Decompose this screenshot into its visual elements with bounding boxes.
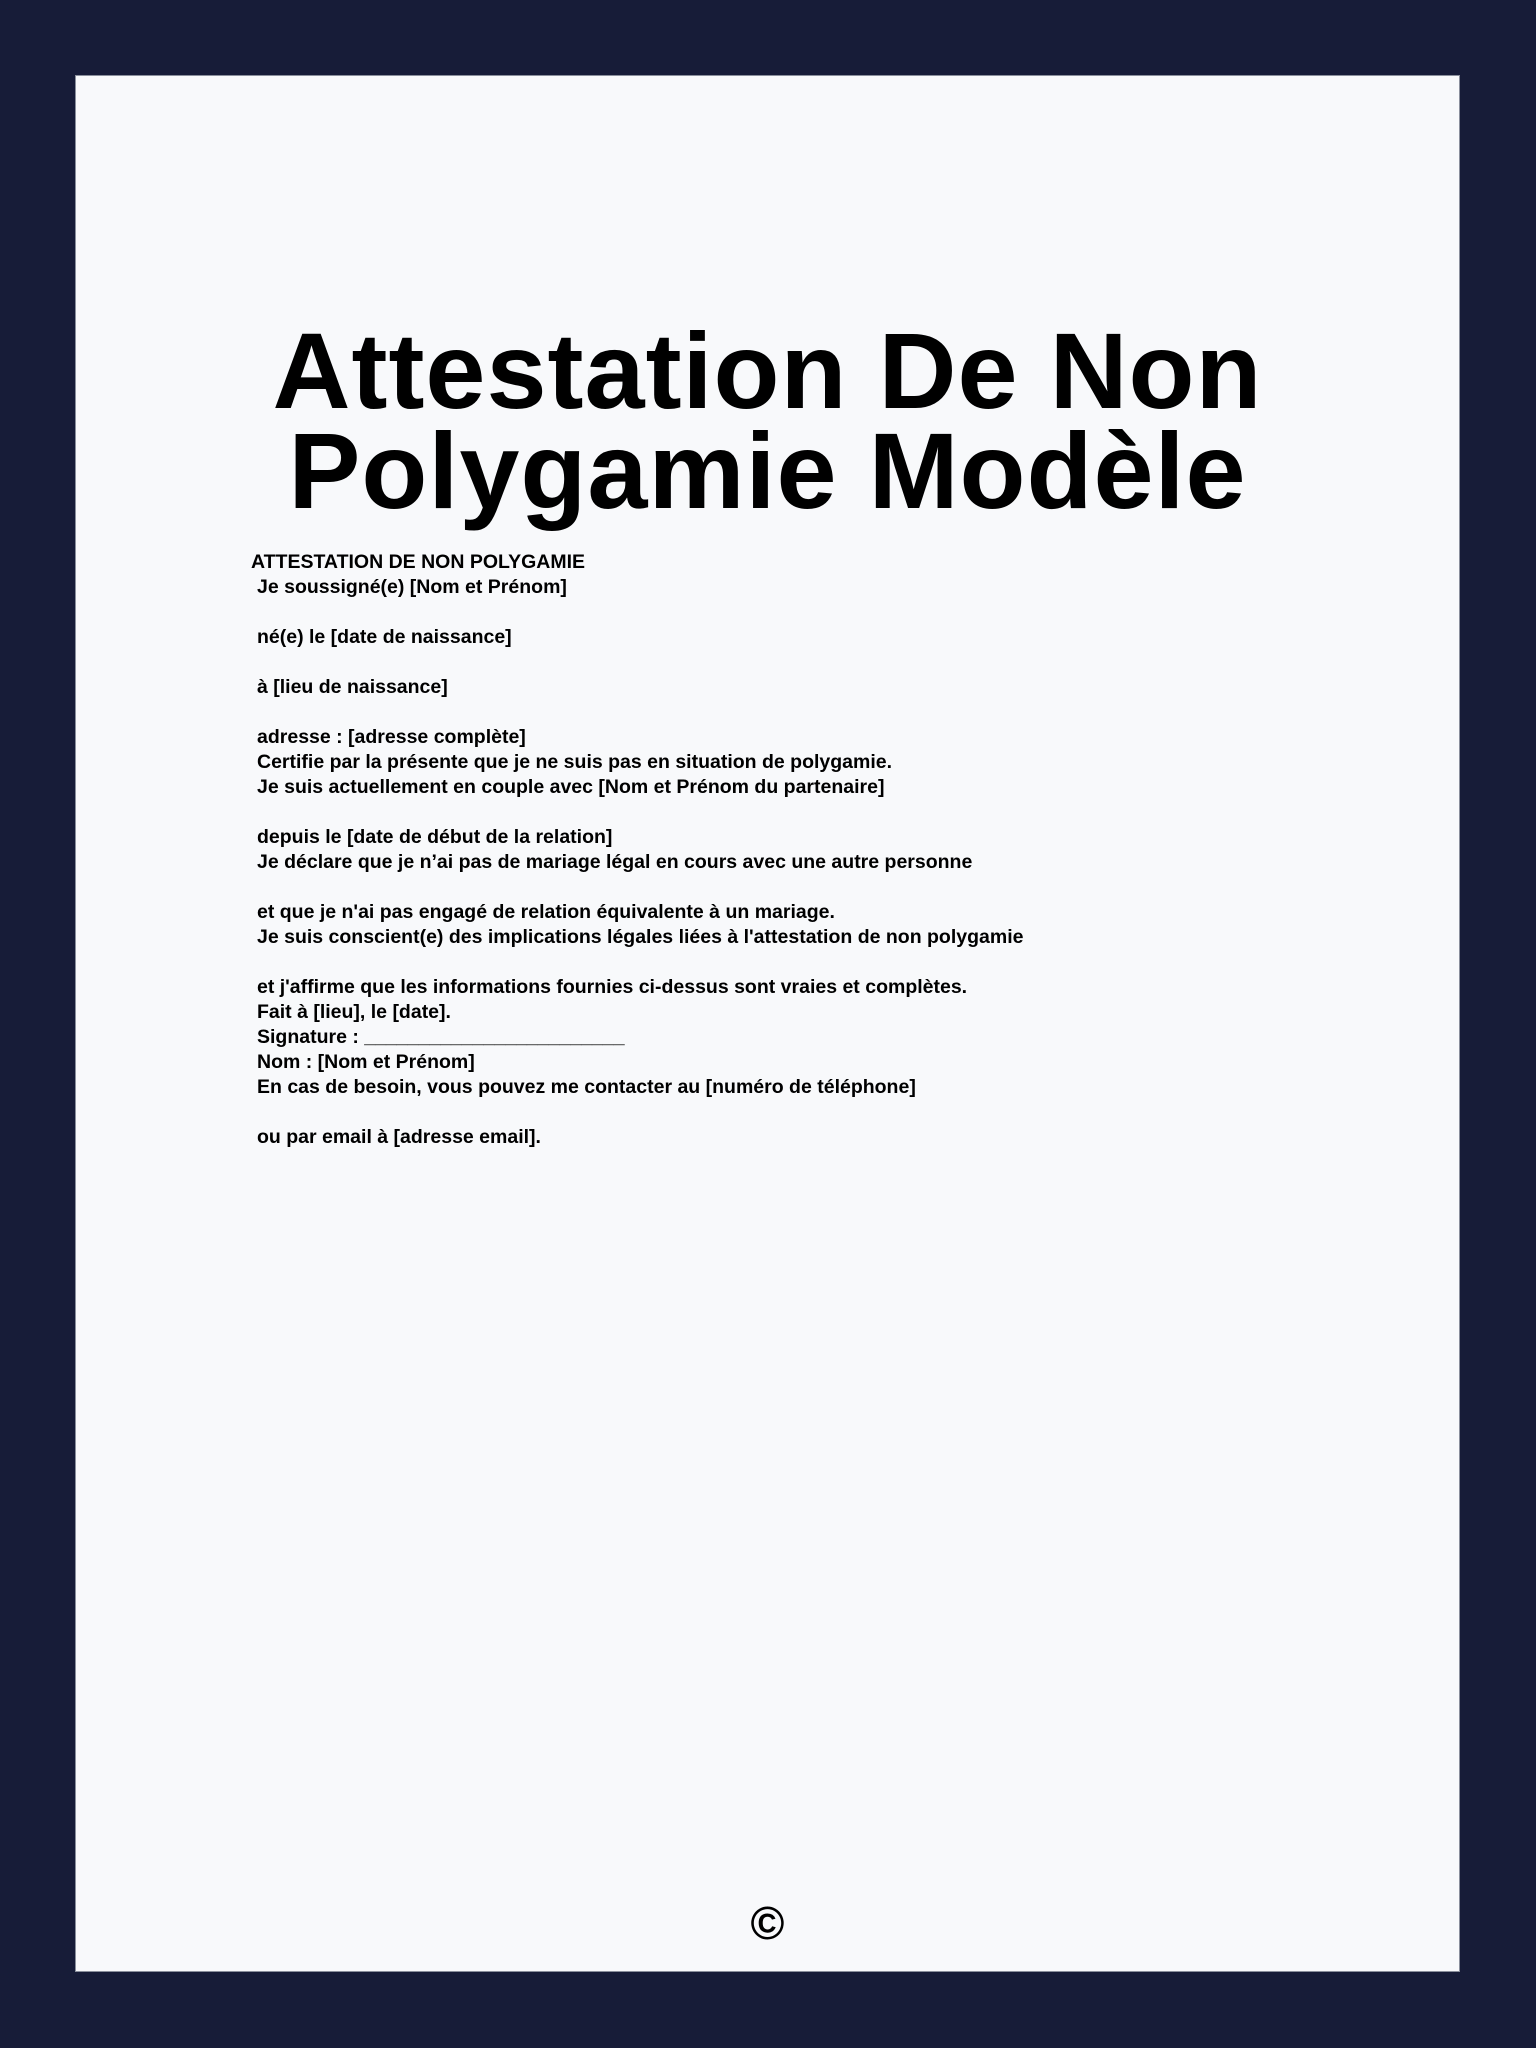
document-line: et que je n'ai pas engagé de relation équivalente à un mariage. [257,901,835,923]
document-line: né(e) le [date de naissance] [257,626,512,648]
blank-line [251,800,1023,825]
document-line: depuis le [date de début de la relation] [257,826,613,848]
blank-line [251,1100,1023,1125]
document-line: et j'affirme que les informations fournies ci-dessus sont vraies et complètes. [257,976,968,998]
blank-line [251,650,1023,675]
title-line-1: Attestation De Non [272,310,1263,431]
document-line: En cas de besoin, vous pouvez me contacter au [numéro de téléphone] [257,1076,916,1098]
blank-line [251,875,1023,900]
document-line: ou par email à [adresse email]. [257,1126,541,1148]
title-line-2: Polygamie Modèle [288,410,1247,531]
document-line: Je suis conscient(e) des implications légales liées à l'attestation de non polygamie [257,926,1024,948]
document-line: Signature : ________________________ [257,1026,625,1048]
document-line: adresse : [adresse complète] [257,726,526,748]
blank-line [251,950,1023,975]
copyright-icon: © [750,1897,785,1949]
document-line: à [lieu de naissance] [257,676,448,698]
document-line: Nom : [Nom et Prénom] [257,1051,475,1073]
document-page [75,75,1460,1972]
blank-line [251,700,1023,725]
document-line: Certifie par la présente que je ne suis pas en situation de polygamie. [257,751,893,773]
document-heading: ATTESTATION DE NON POLYGAMIE [251,551,586,573]
page-title [76,310,1459,531]
document-line: Fait à [lieu], le [date]. [257,1001,451,1023]
document-body [251,550,1023,1150]
document-line: Je déclare que je n’ai pas de mariage légal en cours avec une autre personne [257,851,973,873]
blank-line [251,600,1023,625]
document-line: Je suis actuellement en couple avec [Nom et Prénom du partenaire] [257,776,885,798]
document-line: Je soussigné(e) [Nom et Prénom] [257,576,567,598]
